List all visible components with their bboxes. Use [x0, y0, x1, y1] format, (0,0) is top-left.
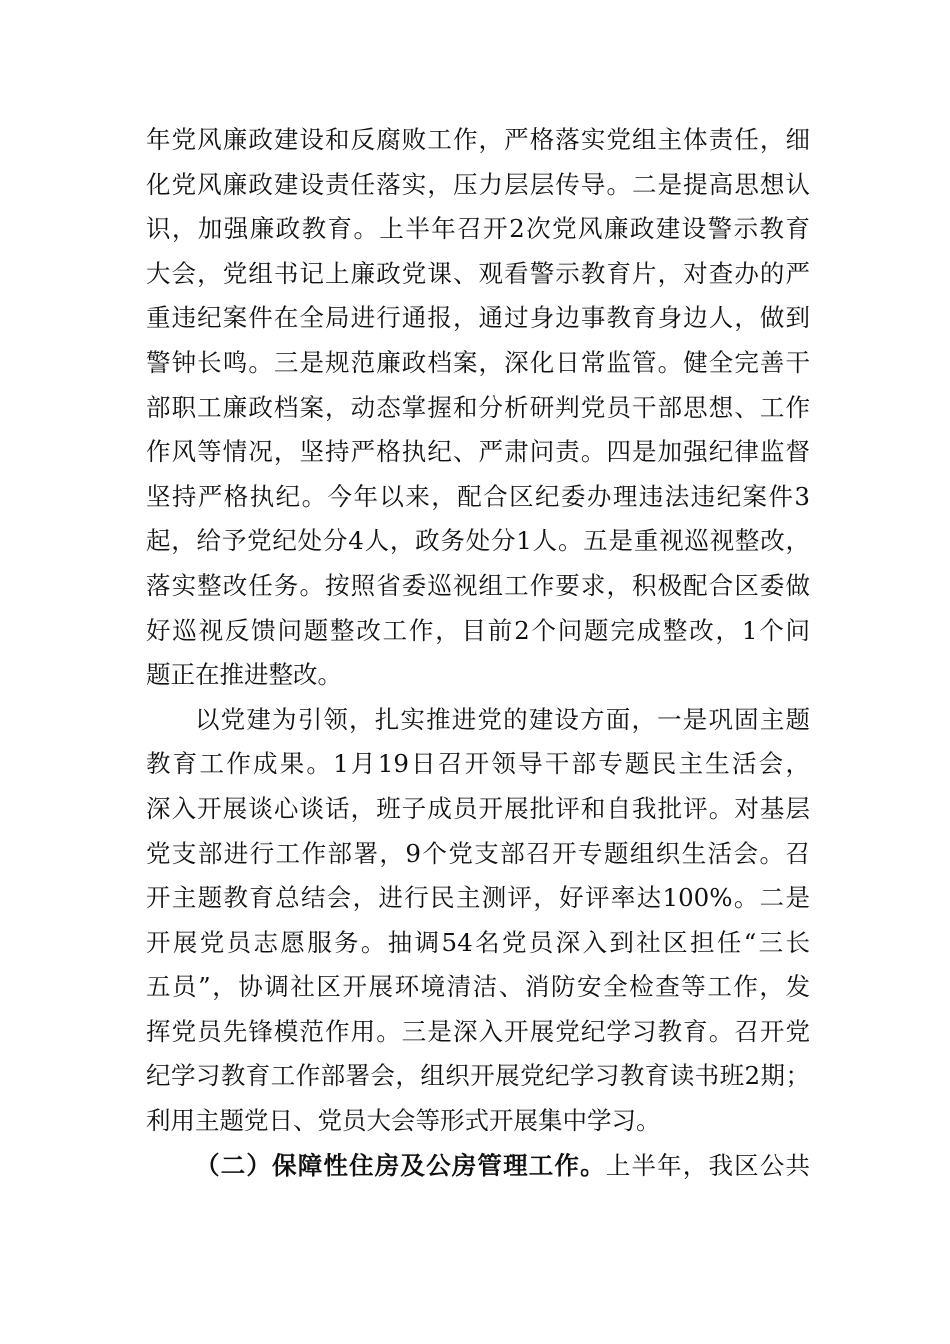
text-line: 开主题教育总结会，进行民主测评，好评率达100%。二是 — [146, 883, 810, 913]
text-line: 化党风廉政建设责任落实，压力层层传导。二是提高思想认 — [146, 169, 810, 199]
text-line: 重违纪案件在全局进行通报，通过身边事教育身边人，做到 — [146, 303, 810, 333]
section-heading-text: 上半年，我区公共 — [605, 1150, 810, 1180]
text-line: 以党建为引领，扎实推进党的建设方面，一是巩固主题 — [195, 704, 810, 734]
text-line: 年党风廉政建设和反腐败工作，严格落实党组主体责任，细 — [146, 125, 810, 154]
text-line: 大会，党组书记上廉政党课、观看警示教育片，对查办的严 — [146, 258, 810, 288]
text-line: 党支部进行工作部署，9个党支部召开专题组织生活会。召 — [146, 838, 810, 868]
text-line: 纪学习教育工作部署会，组织开展党纪学习教育读书班2期； — [146, 1061, 810, 1091]
document-body — [146, 118, 810, 1188]
text-line: 题正在推进整改。 — [146, 660, 342, 690]
text-line: 利用主题党日、党员大会等形式开展集中学习。 — [146, 1106, 661, 1136]
text-line: 识，加强廉政教育。上半年召开2次党风廉政建设警示教育 — [146, 214, 810, 244]
text-line: 起，给予党纪处分4人，政务处分1人。五是重视巡视整改， — [146, 526, 810, 556]
text-line: 深入开展谈心谈话，班子成员开展批评和自我批评。对基层 — [146, 793, 810, 823]
text-line: 坚持严格执纪。今年以来，配合区纪委办理违法违纪案件3 — [146, 481, 810, 511]
text-line: 落实整改任务。按照省委巡视组工作要求，积极配合区委做 — [146, 570, 810, 600]
text-line: 好巡视反馈问题整改工作，目前2个问题完成整改，1个问 — [146, 615, 810, 645]
section-heading-bold: （二）保障性住房及公房管理工作。 — [195, 1150, 606, 1180]
text-line: 开展党员志愿服务。抽调54名党员深入到社区担任“三长 — [146, 927, 810, 957]
text-line: 作风等情况，坚持严格执纪、严肃问责。四是加强纪律监督 — [146, 437, 810, 467]
text-line: 警钟长鸣。三是规范廉政档案，深化日常监管。健全完善干 — [146, 347, 810, 377]
text-line: 挥党员先锋模范作用。三是深入开展党纪学习教育。召开党 — [146, 1016, 810, 1046]
text-line: 教育工作成果。1月19日召开领导干部专题民主生活会， — [146, 749, 810, 779]
text-line: 五员”，协调社区开展环境清洁、消防安全检查等工作，发 — [146, 972, 810, 1002]
text-line: 部职工廉政档案，动态掌握和分析研判党员干部思想、工作 — [146, 392, 810, 422]
section-heading-line — [146, 1144, 810, 1189]
